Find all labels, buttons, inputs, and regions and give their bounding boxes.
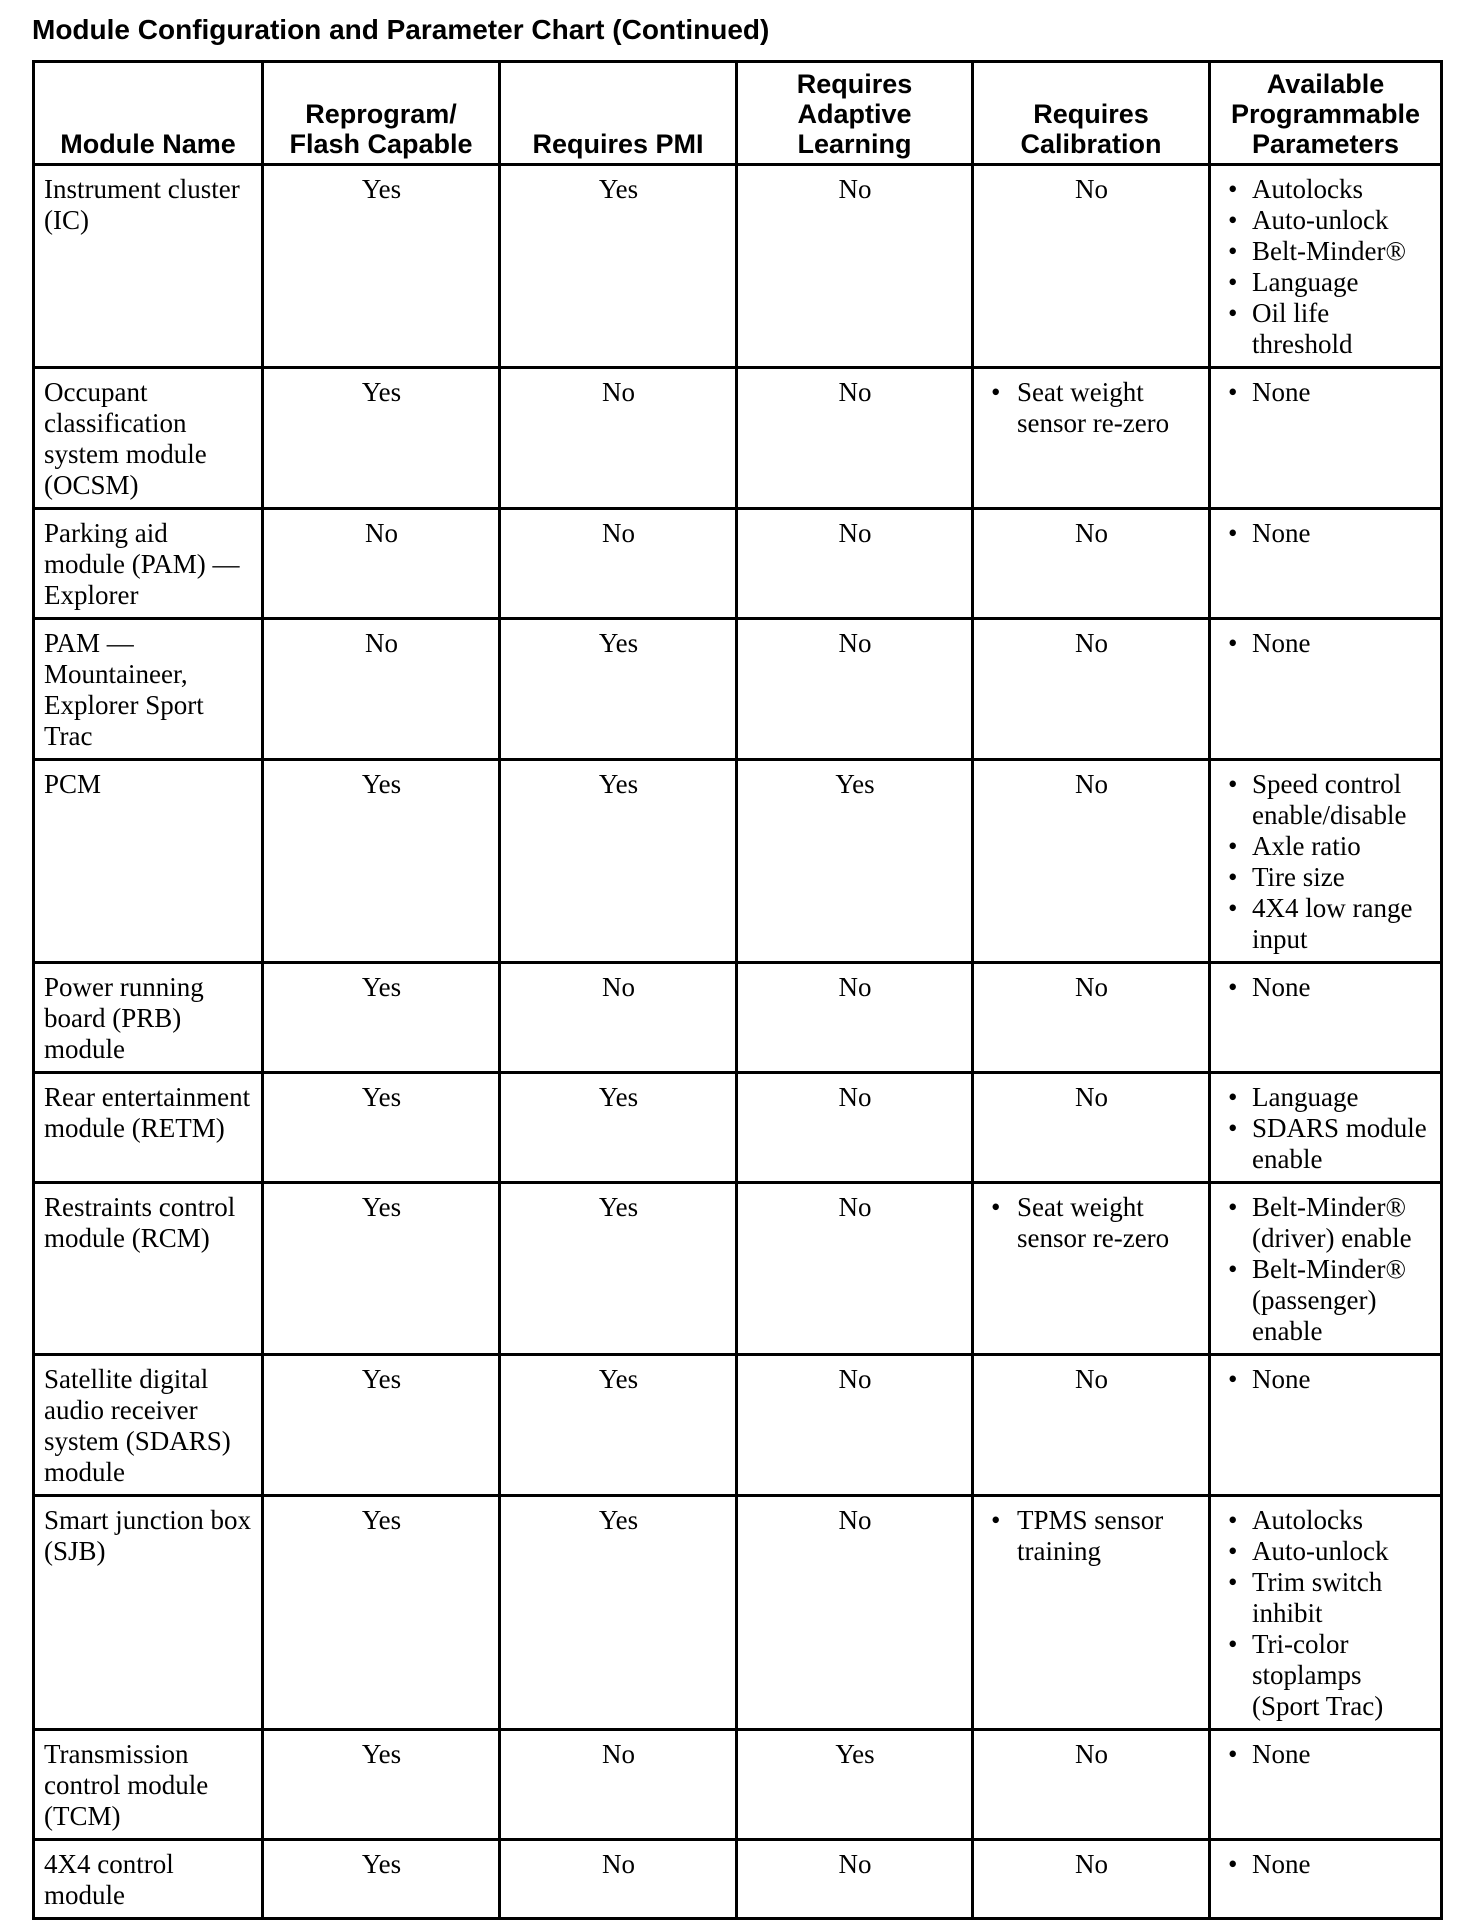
parameter-item: • Axle ratio xyxy=(1220,831,1432,862)
requires-pmi-cell: No xyxy=(500,368,737,509)
module-name-cell: Transmission control module (TCM) xyxy=(34,1730,263,1840)
column-header-programmable-parameters: Available Programmable Parameters xyxy=(1210,62,1442,165)
flash-capable-cell: Yes xyxy=(263,760,500,963)
parameter-item: • Speed control enable/disable xyxy=(1220,769,1432,831)
parameter-item: • None xyxy=(1220,628,1432,659)
parameter-item: • Autolocks xyxy=(1220,1505,1432,1536)
adaptive-learning-cell: No xyxy=(737,619,973,760)
table-row xyxy=(34,760,1442,963)
parameter-item: • Language xyxy=(1220,1082,1432,1113)
parameter-item: • Belt-Minder® (passenger) enable xyxy=(1220,1254,1432,1347)
parameter-list xyxy=(1220,972,1432,1003)
requires-pmi-cell: Yes xyxy=(500,1355,737,1496)
parameter-item: • Autolocks xyxy=(1220,174,1432,205)
requires-pmi-cell: Yes xyxy=(500,1073,737,1183)
adaptive-learning-cell: No xyxy=(737,963,973,1073)
programmable-parameters-cell xyxy=(1210,1496,1442,1730)
parameter-item: • Belt-Minder® xyxy=(1220,236,1432,267)
table-body xyxy=(34,165,1442,1919)
parameter-item: • None xyxy=(1220,518,1432,549)
module-name-cell: 4X4 control module xyxy=(34,1840,263,1919)
module-parameter-table xyxy=(32,60,1443,1920)
parameter-list xyxy=(1220,1849,1432,1880)
parameter-item: • Auto-unlock xyxy=(1220,1536,1432,1567)
requires-pmi-cell: Yes xyxy=(500,1496,737,1730)
adaptive-learning-cell: Yes xyxy=(737,1730,973,1840)
programmable-parameters-cell xyxy=(1210,760,1442,963)
parameter-item: • None xyxy=(1220,972,1432,1003)
flash-capable-cell: Yes xyxy=(263,165,500,368)
calibration-list xyxy=(983,1192,1200,1254)
flash-capable-cell: Yes xyxy=(263,1840,500,1919)
page-title: Module Configuration and Parameter Chart (Continued) xyxy=(32,14,770,45)
parameter-item: • Tire size xyxy=(1220,862,1432,893)
column-header-module-name: Module Name xyxy=(34,62,263,165)
adaptive-learning-cell: No xyxy=(737,1496,973,1730)
requires-pmi-cell: Yes xyxy=(500,165,737,368)
module-name-cell: Smart junction box (SJB) xyxy=(34,1496,263,1730)
programmable-parameters-cell xyxy=(1210,1183,1442,1355)
column-header-adaptive-learning: Requires Adaptive Learning xyxy=(737,62,973,165)
flash-capable-cell: Yes xyxy=(263,1355,500,1496)
parameter-item: • Auto-unlock xyxy=(1220,205,1432,236)
parameter-list xyxy=(1220,518,1432,549)
table-row xyxy=(34,963,1442,1073)
calibration-cell: No xyxy=(973,509,1210,619)
adaptive-learning-cell: Yes xyxy=(737,760,973,963)
table-row xyxy=(34,165,1442,368)
flash-capable-cell: Yes xyxy=(263,963,500,1073)
programmable-parameters-cell xyxy=(1210,165,1442,368)
programmable-parameters-cell xyxy=(1210,368,1442,509)
table-row xyxy=(34,1730,1442,1840)
adaptive-learning-cell: No xyxy=(737,1355,973,1496)
table-row xyxy=(34,1840,1442,1919)
programmable-parameters-cell xyxy=(1210,619,1442,760)
calibration-item: • TPMS sensor training xyxy=(983,1505,1200,1567)
programmable-parameters-cell xyxy=(1210,1730,1442,1840)
calibration-cell xyxy=(973,1183,1210,1355)
module-name-cell: Occupant classification system module (OCSM) xyxy=(34,368,263,509)
calibration-cell: No xyxy=(973,1073,1210,1183)
module-name-cell: PCM xyxy=(34,760,263,963)
module-name-cell: Rear entertainment module (RETM) xyxy=(34,1073,263,1183)
flash-capable-cell: No xyxy=(263,619,500,760)
calibration-cell: No xyxy=(973,1840,1210,1919)
requires-pmi-cell: Yes xyxy=(500,619,737,760)
parameter-list xyxy=(1220,377,1432,408)
parameter-item: • None xyxy=(1220,1849,1432,1880)
parameter-item: • 4X4 low range input xyxy=(1220,893,1432,955)
parameter-item: • Trim switch inhibit xyxy=(1220,1567,1432,1629)
adaptive-learning-cell: No xyxy=(737,1073,973,1183)
calibration-item: • Seat weight sensor re-zero xyxy=(983,377,1200,439)
programmable-parameters-cell xyxy=(1210,509,1442,619)
flash-capable-cell: Yes xyxy=(263,1496,500,1730)
flash-capable-cell: No xyxy=(263,509,500,619)
programmable-parameters-cell xyxy=(1210,1073,1442,1183)
parameter-item: • Language xyxy=(1220,267,1432,298)
parameter-list xyxy=(1220,1082,1432,1175)
calibration-list xyxy=(983,377,1200,439)
calibration-cell: No xyxy=(973,619,1210,760)
parameter-item: • None xyxy=(1220,377,1432,408)
parameter-item: • Oil life threshold xyxy=(1220,298,1432,360)
column-header-calibration: Requires Calibration xyxy=(973,62,1210,165)
adaptive-learning-cell: No xyxy=(737,368,973,509)
calibration-cell: No xyxy=(973,1730,1210,1840)
table-row xyxy=(34,1355,1442,1496)
parameter-list xyxy=(1220,1505,1432,1722)
adaptive-learning-cell: No xyxy=(737,1840,973,1919)
flash-capable-cell: Yes xyxy=(263,1730,500,1840)
parameter-item: • None xyxy=(1220,1364,1432,1395)
requires-pmi-cell: No xyxy=(500,1840,737,1919)
adaptive-learning-cell: No xyxy=(737,509,973,619)
flash-capable-cell: Yes xyxy=(263,1183,500,1355)
programmable-parameters-cell xyxy=(1210,1355,1442,1496)
parameter-item: • SDARS module enable xyxy=(1220,1113,1432,1175)
table-row xyxy=(34,1183,1442,1355)
module-name-cell: Parking aid module (PAM) — Explorer xyxy=(34,509,263,619)
programmable-parameters-cell xyxy=(1210,1840,1442,1919)
parameter-item: • Belt-Minder® (driver) enable xyxy=(1220,1192,1432,1254)
calibration-cell: No xyxy=(973,165,1210,368)
calibration-item: • Seat weight sensor re-zero xyxy=(983,1192,1200,1254)
calibration-cell: No xyxy=(973,1355,1210,1496)
column-header-requires-pmi: Requires PMI xyxy=(500,62,737,165)
module-name-cell: Power running board (PRB) module xyxy=(34,963,263,1073)
calibration-cell: No xyxy=(973,760,1210,963)
parameter-list xyxy=(1220,628,1432,659)
programmable-parameters-cell xyxy=(1210,963,1442,1073)
parameter-list xyxy=(1220,174,1432,360)
module-name-cell: Restraints control module (RCM) xyxy=(34,1183,263,1355)
calibration-cell xyxy=(973,1496,1210,1730)
parameter-list xyxy=(1220,1364,1432,1395)
requires-pmi-cell: No xyxy=(500,1730,737,1840)
parameter-list xyxy=(1220,1739,1432,1770)
parameter-item: • None xyxy=(1220,1739,1432,1770)
parameter-item: • Tri-color stoplamps (Sport Trac) xyxy=(1220,1629,1432,1722)
table-row xyxy=(34,1073,1442,1183)
table-row xyxy=(34,619,1442,760)
column-header-flash-capable: Reprogram/ Flash Capable xyxy=(263,62,500,165)
adaptive-learning-cell: No xyxy=(737,165,973,368)
parameter-list xyxy=(1220,1192,1432,1347)
parameter-list xyxy=(1220,769,1432,955)
flash-capable-cell: Yes xyxy=(263,368,500,509)
requires-pmi-cell: Yes xyxy=(500,760,737,963)
module-name-cell: Satellite digital audio receiver system (SDARS) module xyxy=(34,1355,263,1496)
table-header-row xyxy=(34,62,1442,165)
calibration-cell: No xyxy=(973,963,1210,1073)
requires-pmi-cell: Yes xyxy=(500,1183,737,1355)
flash-capable-cell: Yes xyxy=(263,1073,500,1183)
requires-pmi-cell: No xyxy=(500,963,737,1073)
calibration-list xyxy=(983,1505,1200,1567)
calibration-cell xyxy=(973,368,1210,509)
adaptive-learning-cell: No xyxy=(737,1183,973,1355)
table-row xyxy=(34,1496,1442,1730)
module-name-cell: PAM — Mountaineer, Explorer Sport Trac xyxy=(34,619,263,760)
requires-pmi-cell: No xyxy=(500,509,737,619)
table-row xyxy=(34,368,1442,509)
table-row xyxy=(34,509,1442,619)
module-name-cell: Instrument cluster (IC) xyxy=(34,165,263,368)
